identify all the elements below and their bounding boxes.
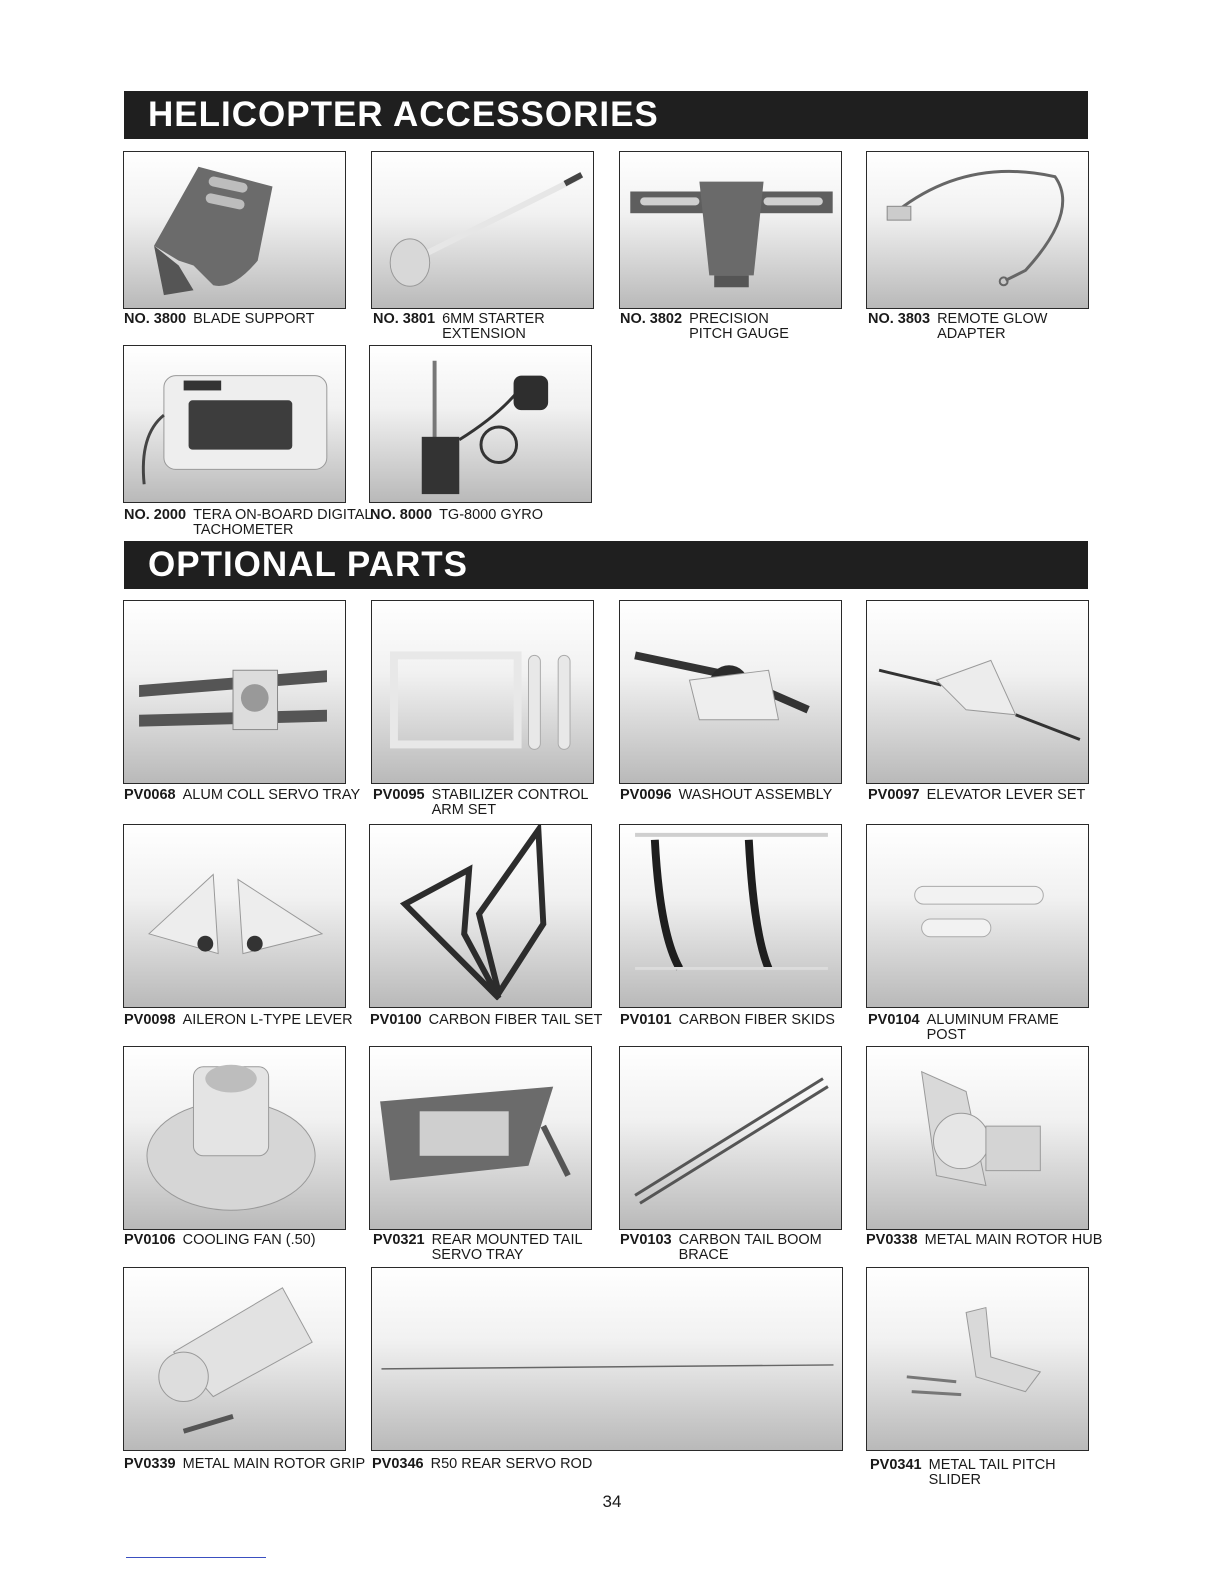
elevator-lever-photo — [866, 600, 1089, 784]
boom-brace-photo — [619, 1046, 842, 1230]
accessory-caption: NO. 3800 BLADE SUPPORT — [124, 311, 315, 327]
section-title-accessories: HELICOPTER ACCESSORIES — [124, 91, 1088, 139]
pitch-slider-photo — [866, 1267, 1089, 1451]
stabilizer-arm-photo — [371, 600, 594, 784]
servo-rod-photo — [371, 1267, 843, 1451]
accessory-caption: NO. 2000 TERA ON-BOARD DIGITAL TACHOMETER — [124, 507, 373, 538]
aileron-lever-photo — [123, 824, 346, 1008]
footer-rule — [126, 1557, 266, 1558]
accessory-caption: NO. 3801 6MM STARTER EXTENSION — [373, 311, 545, 342]
part-caption: PV0338 METAL MAIN ROTOR HUB — [866, 1232, 1103, 1248]
frame-post-photo — [866, 824, 1089, 1008]
part-caption: PV0321 REAR MOUNTED TAIL SERVO TRAY — [373, 1232, 583, 1263]
part-caption: PV0346 R50 REAR SERVO ROD — [372, 1456, 593, 1472]
servo-tray-photo — [123, 600, 346, 784]
washout-assembly-photo — [619, 600, 842, 784]
tachometer-photo — [123, 345, 346, 503]
cooling-fan-photo — [123, 1046, 346, 1230]
rotor-hub-photo — [866, 1046, 1089, 1230]
glow-adapter-photo — [866, 151, 1089, 309]
skids-photo — [619, 824, 842, 1008]
accessory-caption: NO. 8000 TG-8000 GYRO — [370, 507, 544, 523]
part-caption: PV0106 COOLING FAN (.50) — [124, 1232, 316, 1248]
part-caption: PV0339 METAL MAIN ROTOR GRIP — [124, 1456, 366, 1472]
gyro-photo — [369, 345, 592, 503]
part-caption: PV0103 CARBON TAIL BOOM BRACE — [620, 1232, 822, 1263]
accessory-caption: NO. 3803 REMOTE GLOW ADAPTER — [868, 311, 1048, 342]
section-title-optional: OPTIONAL PARTS — [124, 541, 1088, 589]
part-caption: PV0068 ALUM COLL SERVO TRAY — [124, 787, 361, 803]
part-caption: PV0097 ELEVATOR LEVER SET — [868, 787, 1086, 803]
tail-set-photo — [369, 824, 592, 1008]
pitch-gauge-photo — [619, 151, 842, 309]
part-caption: PV0341 METAL TAIL PITCH SLIDER — [870, 1457, 1056, 1488]
part-caption: PV0101 CARBON FIBER SKIDS — [620, 1012, 835, 1028]
accessory-caption: NO. 3802 PRECISION PITCH GAUGE — [620, 311, 789, 342]
blade-support-photo — [123, 151, 346, 309]
part-caption: PV0095 STABILIZER CONTROL ARM SET — [373, 787, 589, 818]
part-caption: PV0104 ALUMINUM FRAME POST — [868, 1012, 1059, 1043]
starter-extension-photo — [371, 151, 594, 309]
part-caption: PV0098 AILERON L-TYPE LEVER — [124, 1012, 353, 1028]
rotor-grip-photo — [123, 1267, 346, 1451]
part-caption: PV0096 WASHOUT ASSEMBLY — [620, 787, 833, 803]
part-caption: PV0100 CARBON FIBER TAIL SET — [370, 1012, 603, 1028]
tail-servo-tray-photo — [369, 1046, 592, 1230]
page-number: 34 — [602, 1492, 622, 1511]
